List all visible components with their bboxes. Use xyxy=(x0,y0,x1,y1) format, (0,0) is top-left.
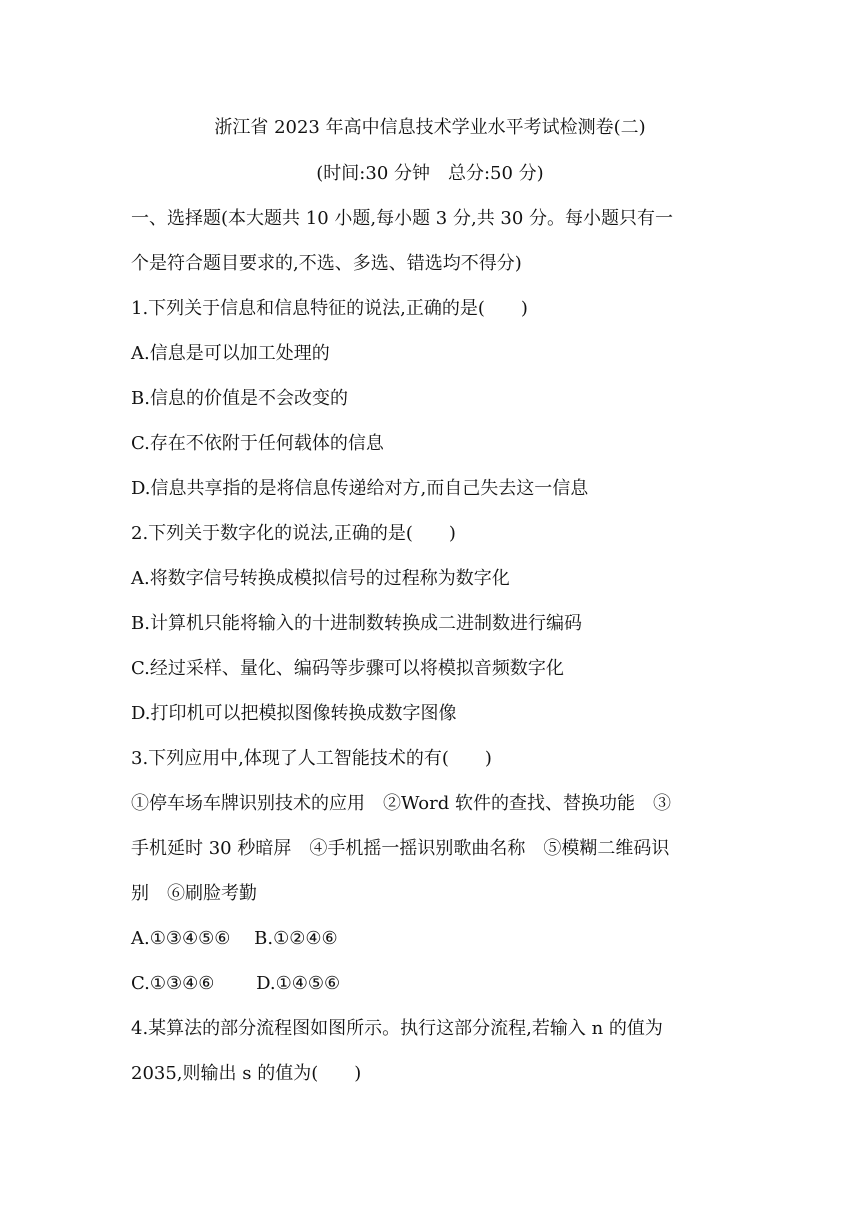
question-2-option-c: C.经过采样、量化、编码等步骤可以将模拟音频数字化 xyxy=(131,658,564,679)
question-3-options-row-2: C.①③④⑥ D.①④⑤⑥ xyxy=(131,973,341,994)
question-1-option-b: B.信息的价值是不会改变的 xyxy=(131,388,348,409)
question-1-option-c: C.存在不依附于任何载体的信息 xyxy=(131,433,384,454)
question-3-options-row-1: A.①③④⑤⑥ B.①②④⑥ xyxy=(131,928,338,949)
question-2-option-b: B.计算机只能将输入的十进制数转换成二进制数进行编码 xyxy=(131,613,582,634)
section-heading-line-1: 一、选择题(本大题共 10 小题,每小题 3 分,共 30 分。每小题只有一 xyxy=(131,208,674,229)
question-3-body-line-2: 手机延时 30 秒暗屏 ④手机摇一摇识别歌曲名称 ⑤模糊二维码识 xyxy=(131,838,670,859)
question-4-stem-line-1: 4.某算法的部分流程图如图所示。执行这部分流程,若输入 n 的值为 xyxy=(131,1018,663,1039)
question-3-body-line-1: ①停车场车牌识别技术的应用 ②Word 软件的查找、替换功能 ③ xyxy=(131,793,671,814)
section-heading-line-2: 个是符合题目要求的,不选、多选、错选均不得分) xyxy=(131,253,522,274)
question-2-option-a: A.将数字信号转换成模拟信号的过程称为数字化 xyxy=(131,568,510,589)
question-3-body-line-3: 别 ⑥刷脸考勤 xyxy=(131,883,257,904)
exam-title: 浙江省 2023 年高中信息技术学业水平考试检测卷(二) xyxy=(214,117,646,138)
question-2-option-d: D.打印机可以把模拟图像转换成数字图像 xyxy=(131,703,457,724)
question-2-stem: 2.下列关于数字化的说法,正确的是( ) xyxy=(131,523,456,544)
question-1-stem: 1.下列关于信息和信息特征的说法,正确的是( ) xyxy=(131,298,528,319)
question-1-option-d: D.信息共享指的是将信息传递给对方,而自己失去这一信息 xyxy=(131,478,589,499)
question-4-stem-line-2: 2035,则输出 s 的值为( ) xyxy=(131,1063,362,1084)
question-3-stem: 3.下列应用中,体现了人工智能技术的有( ) xyxy=(131,748,492,769)
exam-subtitle: (时间:30 分钟 总分:50 分) xyxy=(316,163,544,184)
question-1-option-a: A.信息是可以加工处理的 xyxy=(131,343,330,364)
